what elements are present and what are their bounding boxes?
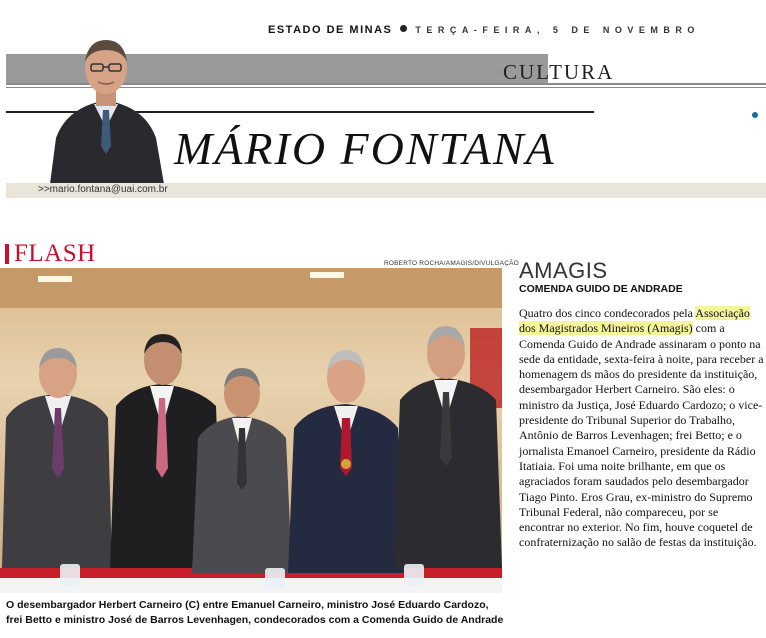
section-marker-icon bbox=[5, 244, 9, 264]
event-photo bbox=[0, 268, 502, 593]
flash-heading: FLASH bbox=[14, 240, 96, 267]
columnist-email-link[interactable]: >>mario.fontana@uai.com.br bbox=[38, 184, 168, 195]
section-name: CULTURA bbox=[503, 60, 615, 84]
columnist-portrait bbox=[46, 28, 166, 184]
issue-date: TERÇA-FEIRA, 5 DE NOVEMBRO bbox=[415, 25, 700, 35]
photo-credit: ROBERTO ROCHA/AMAGIS/DIVULGAÇÃO bbox=[384, 260, 519, 267]
bullet-icon bbox=[400, 25, 407, 32]
highlighted-organization: Associação dos Magistrados Mineiros (Amagis) bbox=[519, 306, 750, 336]
columnist-name: MÁRIO FONTANA bbox=[174, 123, 556, 174]
article-subtitle: COMENDA GUIDO DE ANDRADE bbox=[519, 283, 683, 295]
newspaper-name: ESTADO DE MINAS bbox=[268, 24, 393, 36]
article-body-start: Quatro dos cinco condecorados pela bbox=[519, 306, 696, 320]
decorative-dot-icon bbox=[752, 112, 758, 118]
photo-caption: O desembargador Herbert Carneiro (C) entre Emanuel Carneiro, ministro José Eduardo Cardozo, frei Betto e ministro José de Barros Levenhagen, condecorados com a Comenda Guido de Andrade bbox=[6, 599, 504, 626]
article-body bbox=[519, 306, 765, 551]
article-title: AMAGIS bbox=[519, 258, 608, 283]
masthead bbox=[268, 24, 700, 36]
article-body-rest: com a Comenda Guido de Andrade assinaram o ponto na sede da entidade, sexta-feira à noite, para receber a homenagem ds mãos do presidente da instituição, desembargador Herbert Carneiro. São eles: o ministro da Justiça, José Eduardo Cardozo; o vice-presidente do Tribunal Superior do Trabalho, Antônio de Barros Levenhagen; frei Betto; e o jornalista Emanoel Carneiro, presidente da Rádio Itatiaia. Foi uma noite brilhante, em que os agraciados foram saudados pelo desembargador Tiago Pinto. Eros Grau, ex-ministro do Supremo Tribunal Federal, não compareceu, por se encontrar no exterior. No fim, houve coquetel de confraternização no salão de festas da instituição. bbox=[519, 321, 764, 550]
